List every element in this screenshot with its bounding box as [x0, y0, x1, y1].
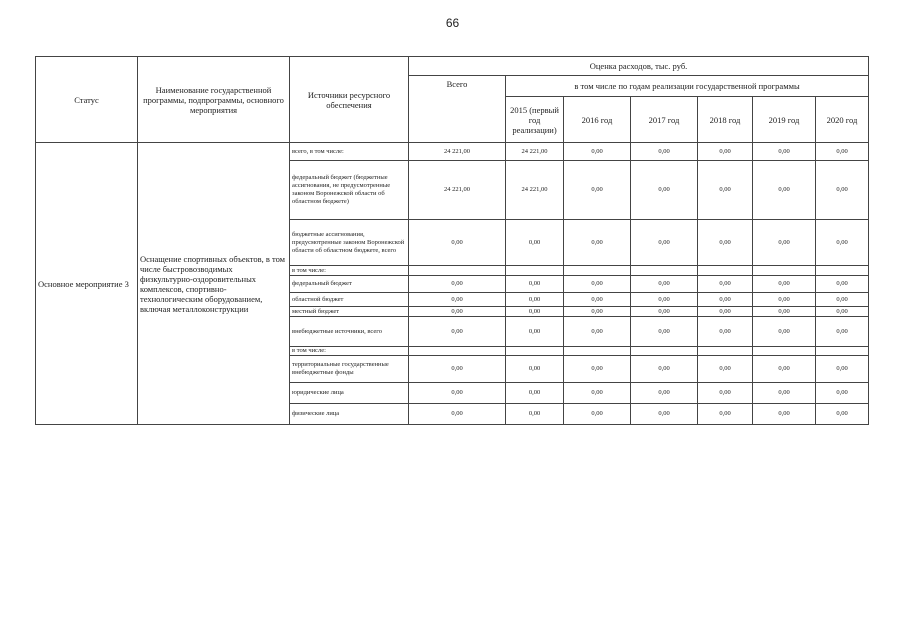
- value-cell: 0,00: [753, 220, 816, 266]
- value-cell: 0,00: [409, 276, 506, 293]
- value-cell: 0,00: [698, 293, 753, 307]
- value-cell: 0,00: [753, 307, 816, 317]
- value-cell: 0,00: [564, 404, 631, 425]
- header-year-2016: 2016 год: [564, 97, 631, 143]
- value-cell: 0,00: [698, 220, 753, 266]
- source-cell: в том числе:: [290, 347, 409, 356]
- value-cell: 0,00: [816, 356, 869, 383]
- source-cell: всего, в том числе:: [290, 143, 409, 161]
- value-cell: 0,00: [506, 317, 564, 347]
- budget-table: [35, 56, 869, 425]
- source-cell: внебюджетные источники, всего: [290, 317, 409, 347]
- value-cell: 24 221,00: [506, 143, 564, 161]
- value-cell: 0,00: [564, 276, 631, 293]
- value-cell: 0,00: [409, 307, 506, 317]
- value-cell: [698, 347, 753, 356]
- value-cell: 0,00: [753, 404, 816, 425]
- value-cell: 0,00: [631, 404, 698, 425]
- value-cell: 0,00: [698, 307, 753, 317]
- value-cell: 0,00: [506, 383, 564, 404]
- value-cell: [409, 347, 506, 356]
- header-status: Статус: [36, 57, 138, 143]
- source-cell: физические лица: [290, 404, 409, 425]
- value-cell: [506, 347, 564, 356]
- value-cell: 0,00: [753, 293, 816, 307]
- value-cell: 0,00: [506, 307, 564, 317]
- value-cell: 0,00: [816, 220, 869, 266]
- value-cell: 0,00: [816, 383, 869, 404]
- page-number: 66: [445, 16, 460, 30]
- value-cell: 24 221,00: [409, 161, 506, 220]
- value-cell: 0,00: [564, 293, 631, 307]
- value-cell: 0,00: [506, 356, 564, 383]
- value-cell: 0,00: [816, 404, 869, 425]
- value-cell: 0,00: [753, 143, 816, 161]
- value-cell: 24 221,00: [409, 143, 506, 161]
- value-cell: 0,00: [698, 356, 753, 383]
- value-cell: 0,00: [564, 317, 631, 347]
- value-cell: 0,00: [753, 161, 816, 220]
- value-cell: [816, 266, 869, 276]
- value-cell: 0,00: [753, 356, 816, 383]
- value-cell: 0,00: [506, 293, 564, 307]
- source-cell: областной бюджет: [290, 293, 409, 307]
- value-cell: [564, 266, 631, 276]
- value-cell: 0,00: [564, 143, 631, 161]
- status-cell: Основное мероприятие 3: [36, 143, 138, 425]
- value-cell: 0,00: [631, 307, 698, 317]
- table-row: [36, 143, 869, 161]
- value-cell: 0,00: [564, 161, 631, 220]
- value-cell: 0,00: [753, 383, 816, 404]
- header-year-2015: 2015 (первый год реализации): [506, 97, 564, 143]
- value-cell: 0,00: [409, 356, 506, 383]
- source-cell: бюджетные ассигнования, предусмотренные законом Воронежской области об областном бюджете, всего: [290, 220, 409, 266]
- value-cell: 0,00: [564, 356, 631, 383]
- value-cell: 0,00: [753, 276, 816, 293]
- value-cell: 0,00: [698, 276, 753, 293]
- value-cell: [631, 347, 698, 356]
- source-cell: федеральный бюджет: [290, 276, 409, 293]
- source-cell: территориальные государственные внебюджетные фонды: [290, 356, 409, 383]
- value-cell: 24 221,00: [506, 161, 564, 220]
- value-cell: 0,00: [631, 161, 698, 220]
- value-cell: [506, 266, 564, 276]
- value-cell: [816, 347, 869, 356]
- value-cell: 0,00: [816, 307, 869, 317]
- value-cell: [753, 347, 816, 356]
- value-cell: 0,00: [631, 143, 698, 161]
- value-cell: 0,00: [816, 143, 869, 161]
- value-cell: 0,00: [698, 317, 753, 347]
- header-year-2020: 2020 год: [816, 97, 869, 143]
- value-cell: [631, 266, 698, 276]
- value-cell: 0,00: [564, 307, 631, 317]
- header-total: Всего: [409, 76, 506, 143]
- value-cell: 0,00: [631, 293, 698, 307]
- value-cell: 0,00: [409, 220, 506, 266]
- source-cell: федеральный бюджет (бюджетные ассигнования, не предусмотренные законом Воронежской области об областном бюджете): [290, 161, 409, 220]
- header-sources: Источники ресурсного обеспечения: [290, 57, 409, 143]
- value-cell: [564, 347, 631, 356]
- header-by-years: в том числе по годам реализации государственной программы: [506, 76, 869, 97]
- value-cell: 0,00: [698, 383, 753, 404]
- value-cell: 0,00: [409, 293, 506, 307]
- header-year-2017: 2017 год: [631, 97, 698, 143]
- value-cell: 0,00: [631, 317, 698, 347]
- value-cell: 0,00: [698, 161, 753, 220]
- value-cell: [409, 266, 506, 276]
- value-cell: 0,00: [564, 383, 631, 404]
- header-program-name: Наименование государственной программы, подпрограммы, основного мероприятия: [138, 57, 290, 143]
- value-cell: 0,00: [698, 404, 753, 425]
- value-cell: 0,00: [816, 293, 869, 307]
- program-name-cell: Оснащение спортивных объектов, в том числе быстровозводимых физкультурно-оздоровительных комплексов, спортивно-технологическим оборудованием, включая металлоконструкции: [138, 143, 290, 425]
- value-cell: 0,00: [816, 161, 869, 220]
- value-cell: 0,00: [631, 356, 698, 383]
- source-cell: местный бюджет: [290, 307, 409, 317]
- value-cell: 0,00: [409, 404, 506, 425]
- value-cell: 0,00: [506, 276, 564, 293]
- value-cell: 0,00: [816, 317, 869, 347]
- header-estimate: Оценка расходов, тыс. руб.: [409, 57, 869, 76]
- value-cell: [753, 266, 816, 276]
- value-cell: 0,00: [506, 404, 564, 425]
- value-cell: 0,00: [409, 383, 506, 404]
- header-year-2018: 2018 год: [698, 97, 753, 143]
- source-cell: юридические лица: [290, 383, 409, 404]
- value-cell: 0,00: [564, 220, 631, 266]
- value-cell: [698, 266, 753, 276]
- value-cell: 0,00: [506, 220, 564, 266]
- value-cell: 0,00: [631, 383, 698, 404]
- header-year-2019: 2019 год: [753, 97, 816, 143]
- value-cell: 0,00: [816, 276, 869, 293]
- value-cell: 0,00: [753, 317, 816, 347]
- value-cell: 0,00: [631, 276, 698, 293]
- source-cell: в том числе:: [290, 266, 409, 276]
- value-cell: 0,00: [409, 317, 506, 347]
- value-cell: 0,00: [698, 143, 753, 161]
- value-cell: 0,00: [631, 220, 698, 266]
